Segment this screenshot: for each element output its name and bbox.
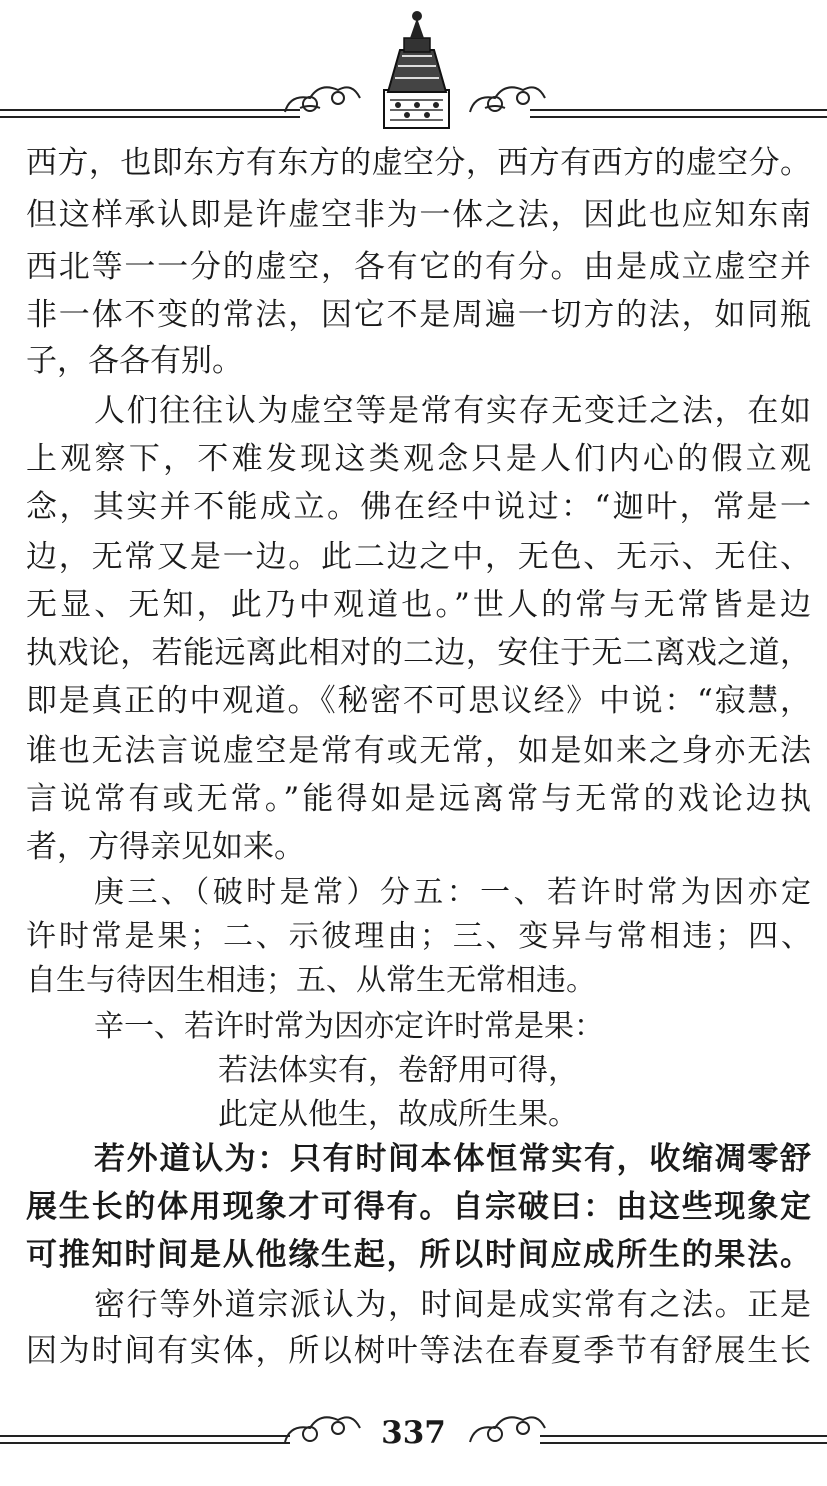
text-line: 者，方得亲见如来。 bbox=[26, 829, 305, 865]
text-line: 谁也无法言说虚空是常有或无常，如是如来之身亦无法 bbox=[26, 733, 811, 769]
text-line: 言说常有或无常。”能得如是远离常与无常的戏论边执 bbox=[26, 781, 811, 817]
text-line: 因为时间有实体，所以树叶等法在春夏季节有舒展生长 bbox=[26, 1333, 811, 1369]
commentary-line: 若外道认为：只有时间本体恒常实有，收缩凋零舒 bbox=[94, 1141, 811, 1177]
text-line: 即是真正的中观道。《秘密不可思议经》中说：“寂慧， bbox=[26, 683, 811, 719]
commentary-line: 可推知时间是从他缘生起，所以时间应成所生的果法。 bbox=[26, 1237, 811, 1273]
text-line: 密行等外道宗派认为，时间是成实常有之法。正是 bbox=[94, 1287, 811, 1323]
text-line: 执戏论，若能远离此相对的二边，安住于无二离戏之道， bbox=[26, 635, 811, 671]
commentary-line: 展生长的体用现象才可得有。自宗破曰：由这些现象定 bbox=[26, 1189, 811, 1225]
section-heading-line: 许时常是果；二、示彼理由；三、变异与常相违；四、 bbox=[26, 919, 811, 954]
section-heading-line: 庚三、（破时是常）分五：一、若许时常为因亦定 bbox=[94, 875, 811, 910]
text-line: 子，各各有别。 bbox=[26, 343, 243, 379]
stupa-icon bbox=[384, 11, 449, 128]
section-heading-line: 自生与待因生相违；五、从常生无常相违。 bbox=[26, 963, 596, 998]
page-number: 337 bbox=[381, 1415, 446, 1451]
text-line: 西方，也即东方有东方的虚空分，西方有西方的虚空分。 bbox=[26, 145, 811, 181]
cloud-scroll-right-icon bbox=[470, 87, 545, 112]
text-line: 但这样承认即是许虚空非为一体之法，因此也应知东南 bbox=[26, 197, 811, 233]
verse-line: 此定从他生，故成所生果。 bbox=[218, 1097, 578, 1132]
text-line: 西北等一一分的虚空，各有它的有分。由是成立虚空并 bbox=[26, 249, 811, 285]
text-line: 边，无常又是一边。此二边之中，无色、无示、无住、 bbox=[26, 539, 811, 575]
header-ornament bbox=[0, 0, 827, 135]
text-line: 人们往往认为虚空等是常有实存无变迁之法，在如 bbox=[94, 393, 811, 429]
subheading: 辛一、若许时常为因亦定许时常是果： bbox=[94, 1009, 604, 1044]
text-line: 上观察下，不难发现这类观念只是人们内心的假立观 bbox=[26, 441, 811, 477]
text-line: 念，其实并不能成立。佛在经中说过：“迦叶，常是一 bbox=[26, 489, 811, 525]
text-line: 非一体不变的常法，因它不是周遍一切方的法，如同瓶 bbox=[26, 297, 811, 333]
cloud-scroll-left-icon bbox=[285, 87, 360, 112]
verse-line: 若法体实有，卷舒用可得， bbox=[218, 1053, 578, 1088]
text-line: 无显、无知，此乃中观道也。”世人的常与无常皆是边 bbox=[26, 587, 811, 623]
